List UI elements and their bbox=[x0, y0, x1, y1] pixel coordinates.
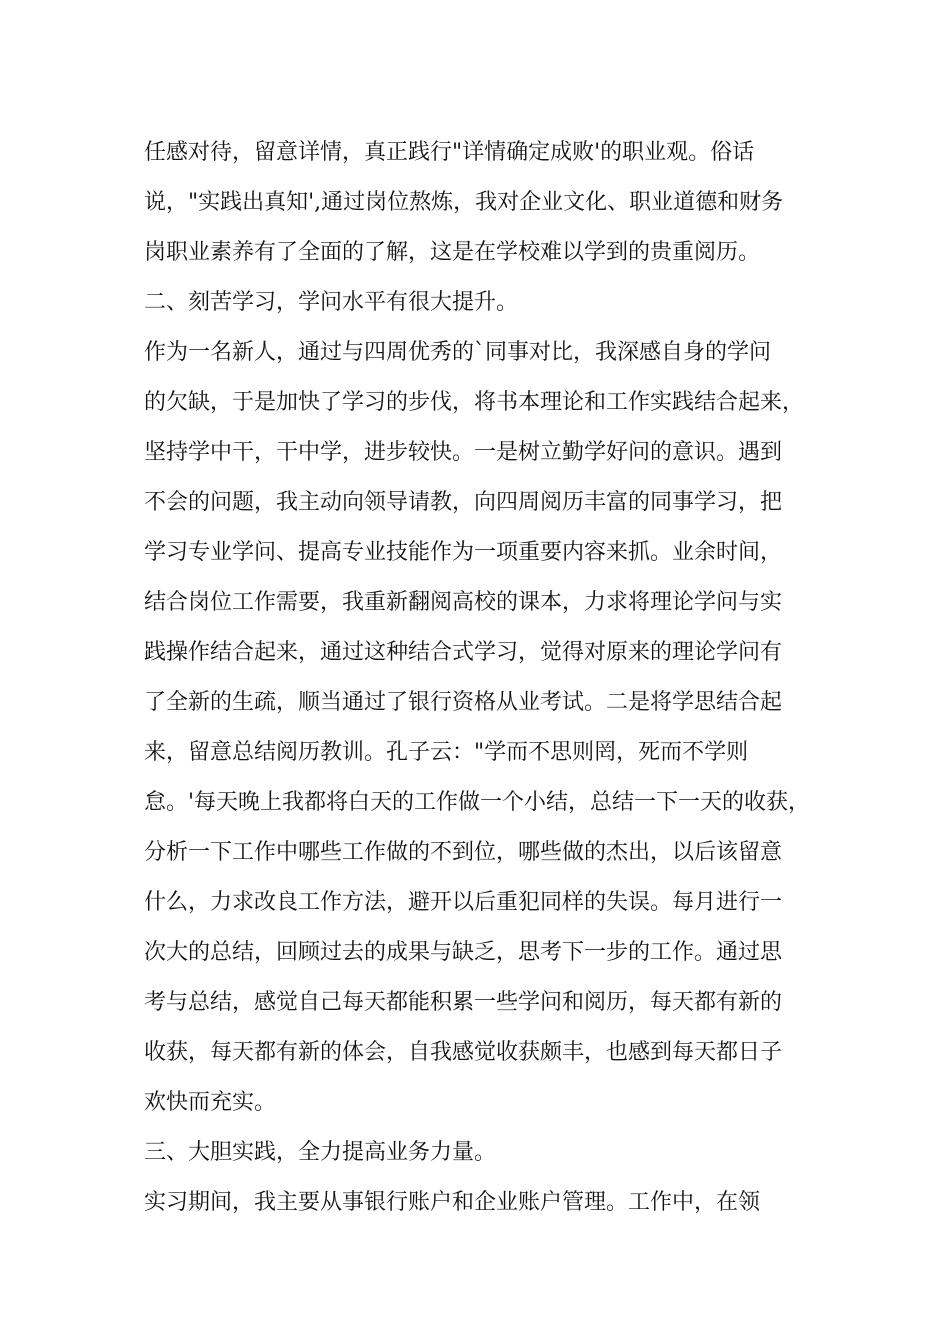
text-line: 实习期间，我主要从事银行账户和企业账户管理。工作中，在领 bbox=[144, 1190, 761, 1215]
text-line: 作为一名新人，通过与四周优秀的`同事对比，我深感自身的学问 bbox=[144, 340, 772, 365]
text-line: 考与总结，感觉自己每天都能积累一些学问和阅历，每天都有新的 bbox=[144, 990, 783, 1015]
text-line: 任感对待，留意详情，真正践行"详情确定成败'的职业观。俗话 bbox=[144, 140, 755, 165]
text-line: 不会的问题，我主动向领导请教，向四周阅历丰富的同事学习，把 bbox=[144, 490, 783, 515]
text-line: 分析一下工作中哪些工作做的不到位，哪些做的杰出，以后该留意 bbox=[144, 840, 783, 865]
text-line: 什么，力求改良工作方法，避开以后重犯同样的失误。每月进行一 bbox=[144, 890, 783, 915]
text-line: 岗职业素养有了全面的了解，这是在学校难以学到的贵重阅历。 bbox=[144, 240, 761, 265]
text-line: 的欠缺，于是加快了学习的步伐，将书本理论和工作实践结合起来， bbox=[144, 390, 805, 415]
text-line: 学习专业学问、提高专业技能作为一项重要内容来抓。业余时间， bbox=[144, 540, 783, 565]
text-line: 坚持学中干，干中学，进步较快。一是树立勤学好问的意识。遇到 bbox=[144, 440, 783, 465]
section-heading: 二、刻苦学习，学问水平有很大提升。 bbox=[144, 290, 519, 315]
text-line: 欢快而充实。 bbox=[144, 1090, 277, 1115]
section-heading: 三、大胆实践，全力提高业务力量。 bbox=[144, 1140, 497, 1165]
text-line: 怠。'每天晚上我都将白天的工作做一个小结，总结一下一天的收获， bbox=[144, 790, 811, 815]
text-line: 来，留意总结阅历教训。孔子云："学而不思则罔，死而不学则 bbox=[144, 740, 749, 765]
text-line: 次大的总结，回顾过去的成果与缺乏，思考下一步的工作。通过思 bbox=[144, 940, 783, 965]
text-line: 结合岗位工作需要，我重新翻阅高校的课本，力求将理论学问与实 bbox=[144, 590, 783, 615]
text-line: 了全新的生疏，顺当通过了银行资格从业考试。二是将学思结合起 bbox=[144, 690, 783, 715]
text-line: 践操作结合起来，通过这种结合式学习，觉得对原来的理论学问有 bbox=[144, 640, 783, 665]
text-line: 收获，每天都有新的体会，自我感觉收获颇丰，也感到每天都日子 bbox=[144, 1040, 783, 1065]
text-line: 说，"实践出真知',通过岗位熬炼，我对企业文化、职业道德和财务 bbox=[144, 190, 784, 215]
